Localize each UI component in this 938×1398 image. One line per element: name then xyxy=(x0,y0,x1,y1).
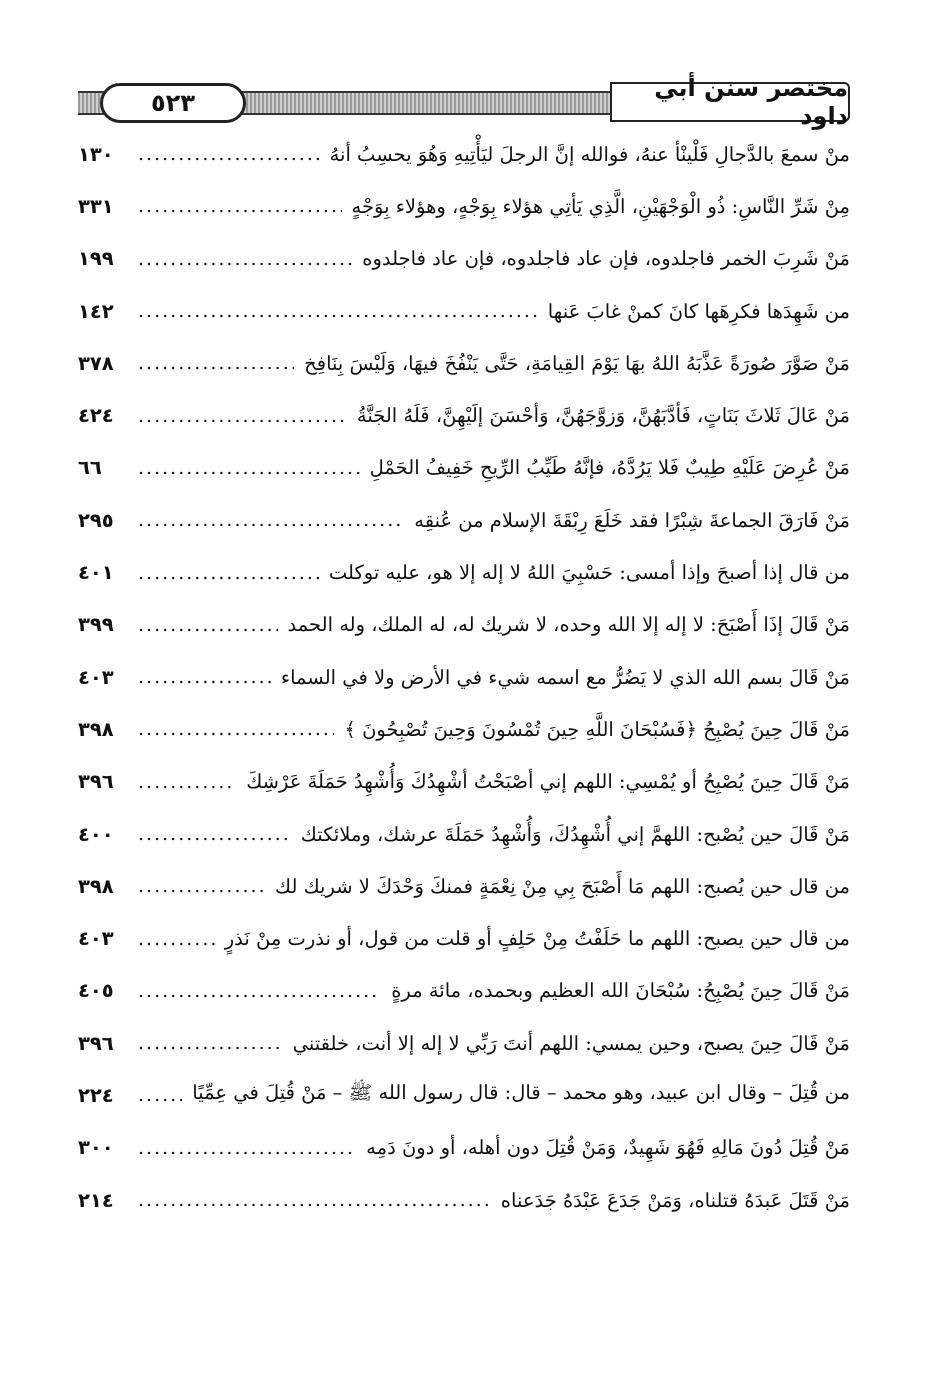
entry-text: مَنْ قَالَ بسم الله الذي لا يَضُرُّ مع اسمه شيء في الأرض ولا في السماء xyxy=(280,665,850,689)
index-entry xyxy=(78,546,850,598)
leader-dots xyxy=(138,507,404,533)
leader-dots xyxy=(138,664,271,690)
book-title: مختصر سنن أبي داود xyxy=(610,82,850,122)
entry-text: مَنْ قُتِلَ دُونَ مَالِهِ فَهُوَ شَهِيدٌ، وَمَنْ قُتِلَ دون أهله، أو دونَ دَمِه xyxy=(366,1136,850,1160)
entry-page-number: ٤٠١ xyxy=(78,561,114,585)
leader-dots xyxy=(138,298,538,324)
entry-text: مَنْ قَالَ حِينَ يُصْبِحُ: سُبْحَانَ الله العظيم وبحمده، مائة مرةٍ xyxy=(391,979,850,1003)
entry-text: مَنْ شَرِبَ الخمر فاجلدوه، فإن عاد فاجلدوه، فإن عاد فاجلدوه xyxy=(362,247,850,271)
leader-dots xyxy=(138,821,291,847)
entry-text: مَنْ فَارَقَ الجماعةَ شِبْرًا فقد خَلَعَ رِبْقَةَ الإسلام من عُنقِه xyxy=(414,508,850,532)
index-entry xyxy=(78,703,850,755)
entry-page-number: ١٤٢ xyxy=(78,299,114,323)
entry-text: مَنْ قَتَلَ عَبدَهُ قتلناه، وَمَنْ جَدَعَ عَبْدَهُ جَدَعناه xyxy=(500,1188,850,1212)
leader-dots xyxy=(138,926,215,952)
entry-text: مَنْ قَالَ حين يُصْبح: اللهمَّ إني أُشْهِدُكَ، وَأُشْهِدُ حَمَلَةَ عرشك، وملائكتك xyxy=(300,822,850,846)
leader-dots xyxy=(138,141,320,167)
entry-text: من قال حين يصبح: اللهم ما حَلَفْتُ مِنْ حَلِفٍ أو قلت من قول، أو نذرت مِنْ نَذرٍ xyxy=(224,927,850,951)
entry-page-number: ٣٩٦ xyxy=(78,770,114,794)
leader-dots xyxy=(138,193,342,219)
leader-dots xyxy=(138,1030,283,1056)
entry-text: مَنْ قَالَ إذَا أَصْبَحَ: لا إله إلا الله وحده، لا شريك له، له الملك، وله الحمد xyxy=(287,613,850,637)
entry-text: مَنْ عُرِضَ عَلَيْهِ طِيبٌ فَلا يَرُدَّهُ، فإنَّهُ طَيِّبُ الرِّيحِ خَفِيفُ الحَمْلِ xyxy=(369,456,850,480)
entry-text: مَنْ قَالَ حِينَ يصبح، وحين يمسي: اللهم أنتَ رَبِّي لا إله إلا أنت، خلقتني xyxy=(292,1031,850,1055)
index-entry xyxy=(78,1017,850,1069)
entry-page-number: ٤٠٠ xyxy=(78,822,114,846)
entry-page-number: ٣٩٨ xyxy=(78,874,114,898)
index-entry xyxy=(78,756,850,808)
entry-page-number: ٣٧٨ xyxy=(78,351,114,375)
page-header xyxy=(78,74,850,130)
leader-dots xyxy=(138,455,360,481)
index-entry xyxy=(78,494,850,546)
leader-dots xyxy=(138,560,319,586)
leader-dots xyxy=(138,873,265,899)
index-entry xyxy=(78,808,850,860)
index-entry xyxy=(78,965,850,1017)
entry-text: مَنْ قَالَ حِينَ يُصْبِحُ أو يُمْسِي: اللهم إني أصْبَحْتُ أشْهِدُكَ وَأُشْهِدُ حَمَلَةَ عَرْشِكَ xyxy=(246,770,850,794)
entry-text: من شَهِدَها فكرِهَها كانَ كمنْ غابَ عَنها xyxy=(547,299,850,323)
leader-dots xyxy=(138,246,352,272)
index-entry xyxy=(78,337,850,389)
entry-page-number: ١٣٠ xyxy=(78,142,114,166)
entry-text: من قال إذا أصبحَ وإذا أمسى: حَسْبِيَ اللهُ لا إله إلا هو، عليه توكلت xyxy=(328,561,850,585)
entry-text: من قال حين يُصبح: اللهم مَا أَصْبَحَ بِي مِنْ نِعْمَةٍ فمنكَ وَحْدَكَ لا شريك لك xyxy=(275,874,850,898)
entry-page-number: ٤٠٣ xyxy=(78,927,114,951)
leader-dots xyxy=(138,403,347,429)
entry-page-number: ٤٠٥ xyxy=(78,979,114,1003)
index-entry xyxy=(78,651,850,703)
leader-dots xyxy=(138,1135,356,1161)
leader-dots xyxy=(138,1082,182,1108)
entry-page-number: ٢١٤ xyxy=(78,1188,114,1212)
leader-dots xyxy=(138,716,334,742)
leader-dots xyxy=(138,350,294,376)
index-entry xyxy=(78,180,850,232)
entry-page-number: ٣٩٨ xyxy=(78,717,114,741)
entry-page-number: ٤٢٤ xyxy=(78,404,114,428)
entry-page-number: ٢٢٤ xyxy=(78,1083,114,1107)
leader-dots xyxy=(138,769,236,795)
entry-text: مَنْ قَالَ حِينَ يُصْبِحُ ﴿فَسُبْحَانَ اللَّهِ حِينَ تُمْسُونَ وَحِينَ تُصْبِحُونَ ﴾ xyxy=(344,717,850,741)
leader-dots xyxy=(138,612,278,638)
index-entry xyxy=(78,1174,850,1226)
entry-page-number: ٢٩٥ xyxy=(78,508,114,532)
page-number: ٥٢٣ xyxy=(100,83,246,123)
entry-text: مَنْ عَالَ ثَلاثَ بَنَاتٍ، فَأدَّبَهُنَّ، وَزوَّجَهُنَّ، وَأحْسَنَ إلَيْهِنَّ، فَلَهُ الجَنَّةُ xyxy=(356,404,850,428)
entry-text: منْ سمعَ بالدَّجالِ فَلْينْأ عنهُ، فوالله إنَّ الرجلَ ليَأْتِيهِ وَهُوَ يحسِبُ أنهُ xyxy=(329,142,850,166)
index-entry xyxy=(78,1122,850,1174)
index-entry xyxy=(78,860,850,912)
index-entry xyxy=(78,599,850,651)
index-entry xyxy=(78,389,850,441)
leader-dots xyxy=(138,978,381,1004)
index-list xyxy=(78,128,850,1226)
entry-text: مَنْ صَوَّرَ صُورَةً عَذَّبَهُ اللهُ بهَا يَوْمَ القِيامَةِ، حَتَّى يَنْفُخَ فيهَا، وَلَيْسَ بِنَافِخ xyxy=(304,351,850,375)
index-entry xyxy=(78,128,850,180)
leader-dots xyxy=(138,1187,491,1213)
entry-text: من قُتِلَ – وقال ابن عبيد، وهو محمد – قال: قال رسول الله ﷺ – مَنْ قُتِلَ في عِمِّيًا xyxy=(192,1081,850,1105)
entry-page-number: ٣٠٠ xyxy=(78,1136,114,1160)
entry-page-number: ٤٠٣ xyxy=(78,665,114,689)
index-entry xyxy=(78,1069,850,1121)
entry-page-number: ٣٣١ xyxy=(78,194,114,218)
entry-page-number: ٦٦ xyxy=(78,456,102,480)
entry-text: مِنْ شَرِّ النَّاسِ: ذُو الْوَجْهَيْنِ، الَّذِي يَأتِي هؤلاء بِوَجْهٍ، وهؤلاء بِوَجْهٍ xyxy=(351,194,850,218)
index-entry xyxy=(78,285,850,337)
entry-page-number: ١٩٩ xyxy=(78,247,114,271)
index-entry xyxy=(78,442,850,494)
entry-page-number: ٣٩٦ xyxy=(78,1031,114,1055)
entry-page-number: ٣٩٩ xyxy=(78,613,114,637)
index-entry xyxy=(78,233,850,285)
index-entry xyxy=(78,912,850,964)
